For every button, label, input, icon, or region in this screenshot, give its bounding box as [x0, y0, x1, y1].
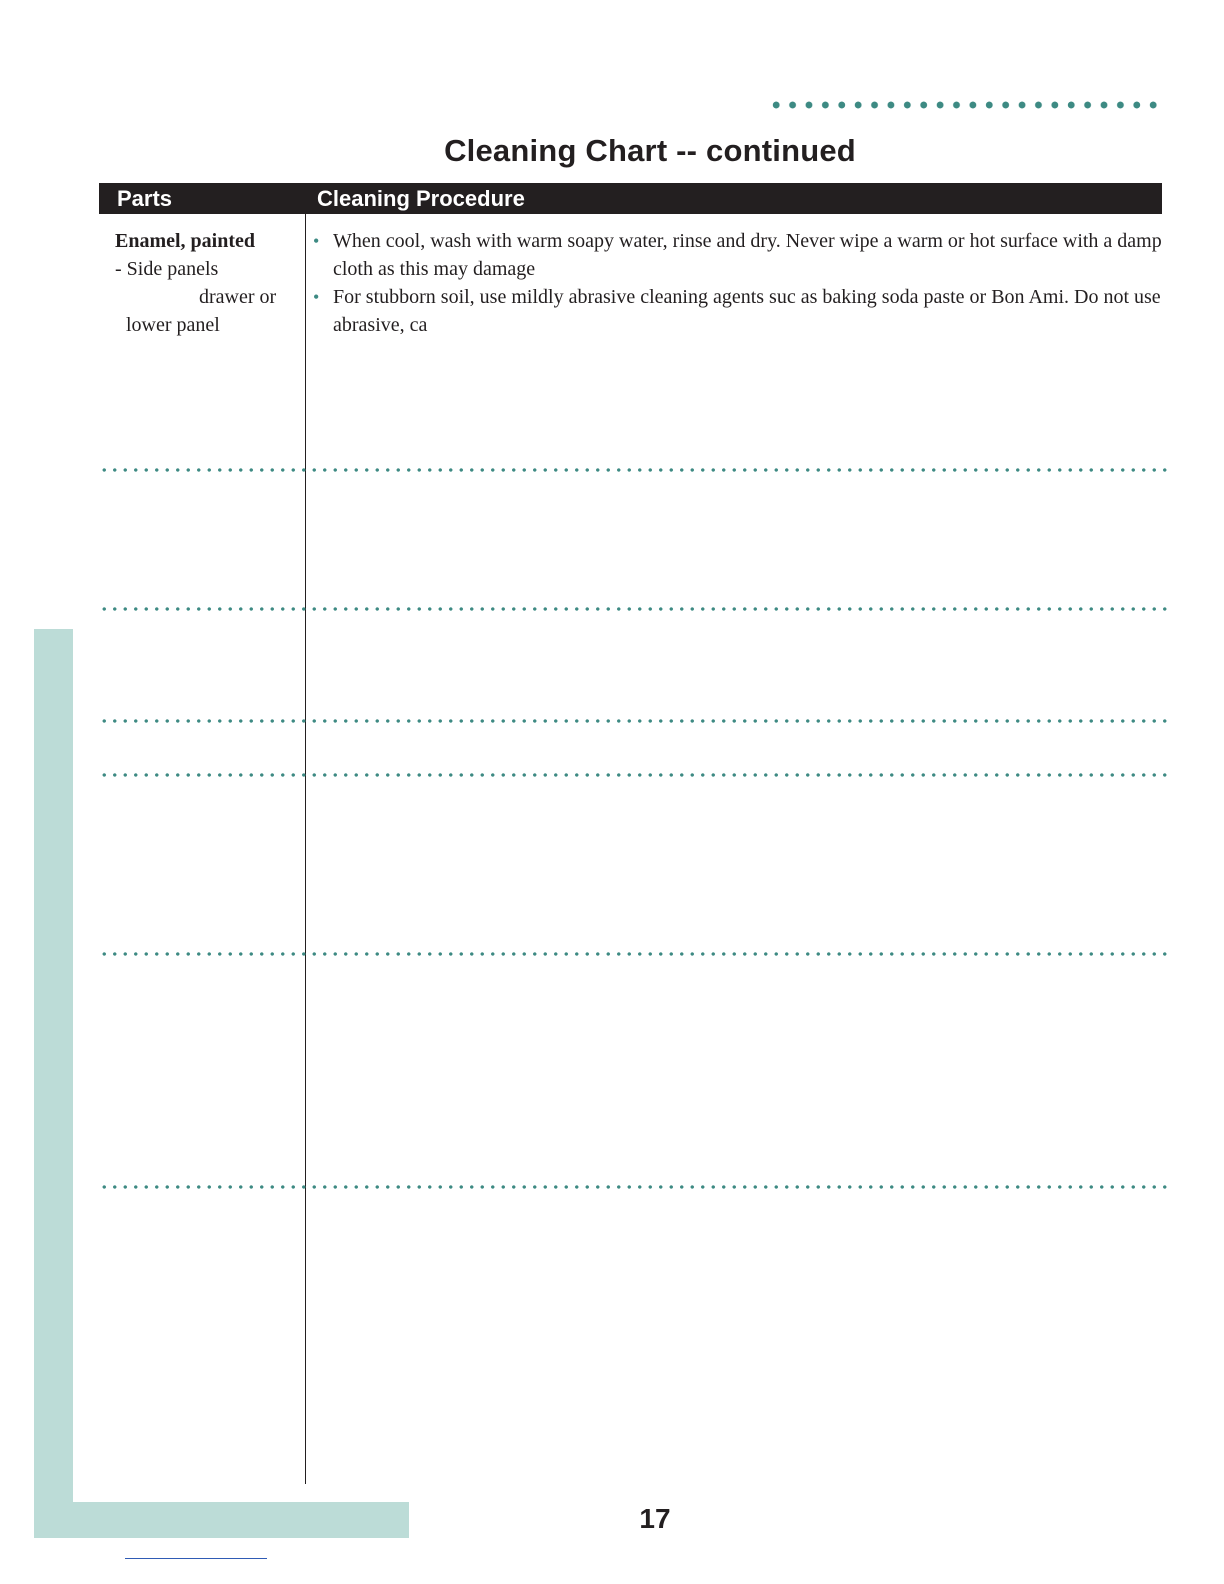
- row-separator: [99, 772, 1169, 778]
- procedure-text: For stubborn soil, use mildly abrasive cleaning agents suc as baking soda paste or Bon Ami. Do not use abrasive, ca: [333, 286, 1161, 336]
- row-separator: [99, 951, 1169, 957]
- procedure-item: [313, 227, 1168, 283]
- row-separator: [99, 606, 1169, 612]
- parts-cell: [115, 227, 295, 339]
- side-band: [34, 629, 73, 1538]
- bottom-rule: [125, 1558, 267, 1559]
- row-separator: [99, 467, 1169, 473]
- procedure-item: [313, 283, 1168, 339]
- row-separator: [99, 1184, 1169, 1190]
- part-line: drawer or: [199, 286, 277, 308]
- part-line: - Side panels: [115, 258, 219, 280]
- table-header: [99, 183, 1162, 214]
- procedure-cell: [313, 227, 1168, 339]
- part-name: Enamel, painted: [115, 230, 256, 252]
- bullet-icon: •: [313, 287, 320, 307]
- header-procedure: Cleaning Procedure: [317, 186, 525, 211]
- decorative-dot-row: [768, 100, 1163, 110]
- procedure-text: When cool, wash with warm soapy water, rinse and dry. Never wipe a warm or hot surface with a damp cloth as this may damage: [333, 230, 1162, 280]
- page-title: Cleaning Chart -- continued: [444, 133, 856, 168]
- part-line: lower panel: [126, 314, 220, 336]
- bullet-icon: •: [313, 231, 320, 251]
- header-parts: Parts: [117, 186, 173, 211]
- column-divider: [305, 214, 306, 1484]
- bottom-band: [34, 1502, 409, 1538]
- row-separator: [99, 718, 1169, 724]
- page-number: 17: [639, 1503, 671, 1534]
